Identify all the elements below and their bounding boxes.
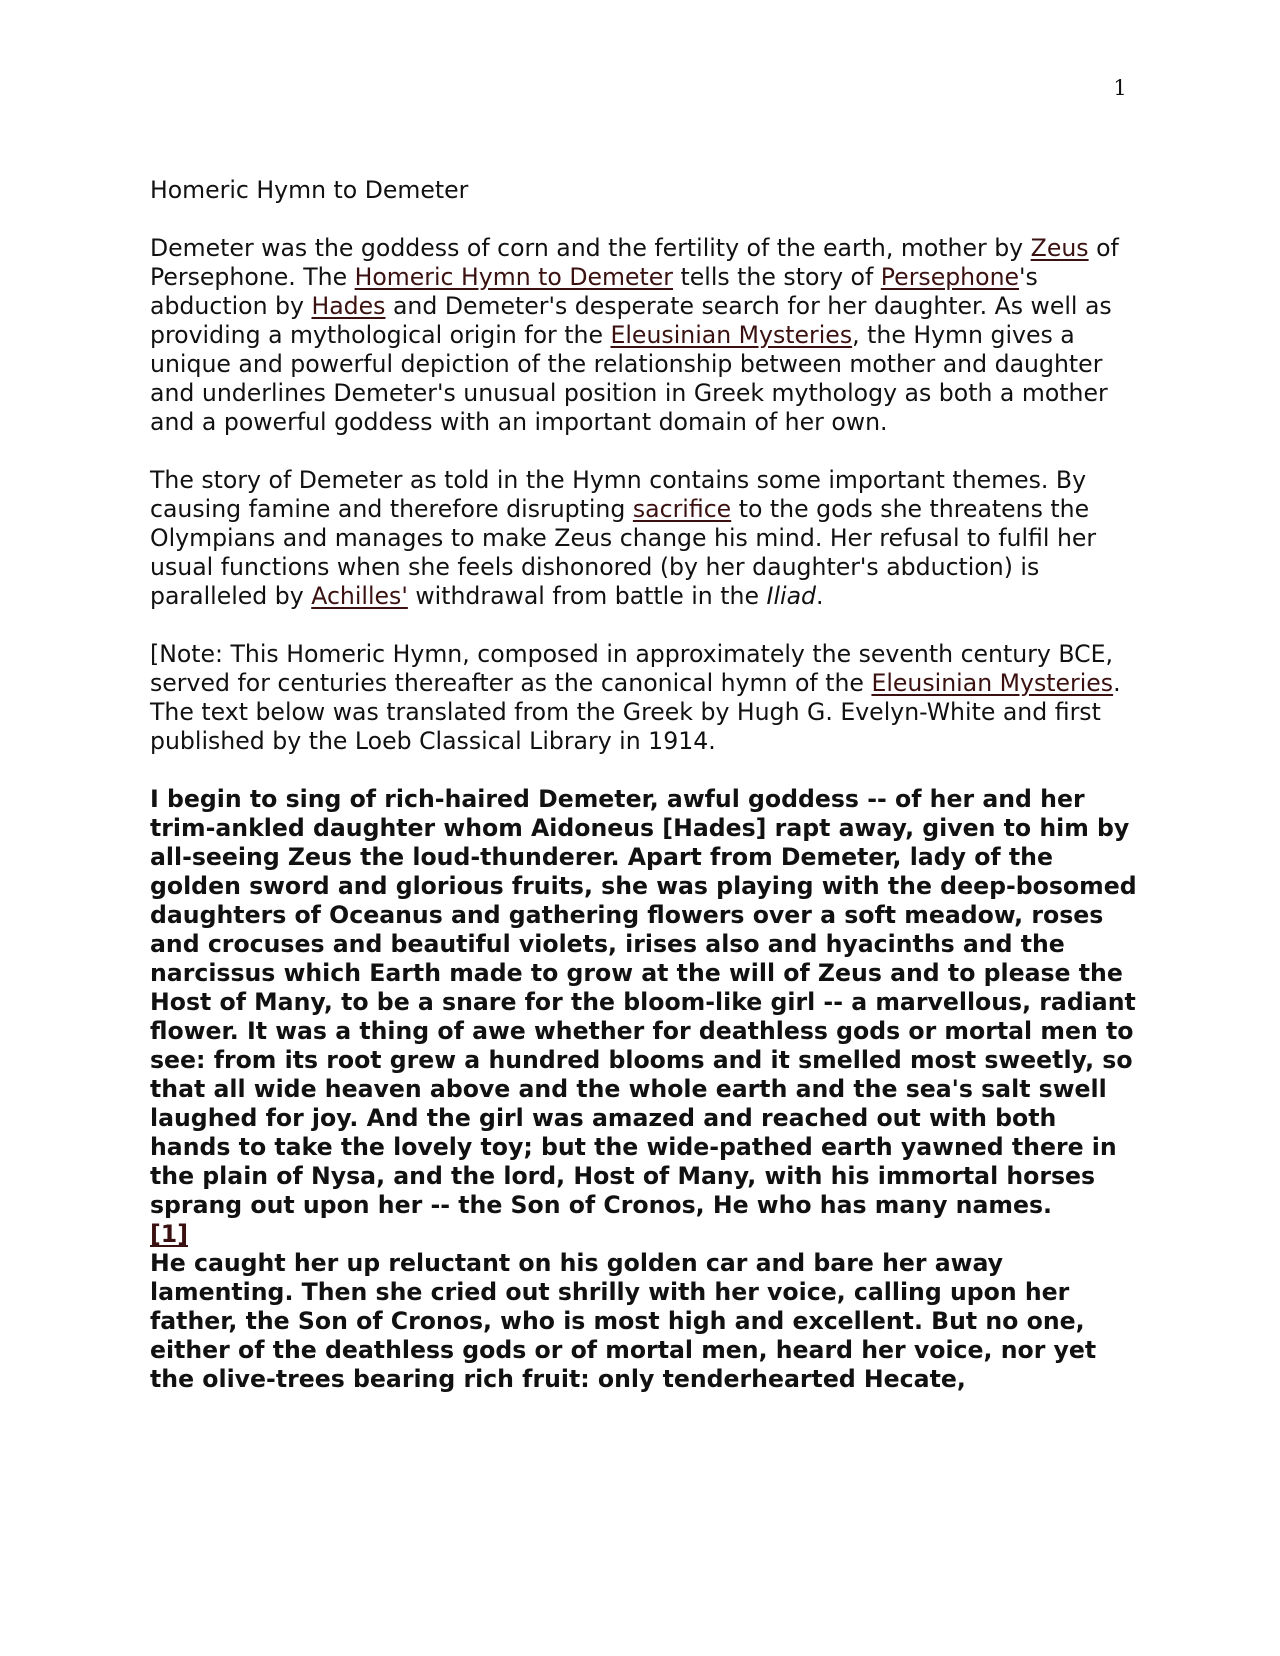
intro-text-5: and Demeter's desperate search for her daughter. As well as providing a mythological origin for the (150, 292, 1112, 349)
iliad-title: Iliad (766, 582, 817, 610)
themes-text-1: The story of Demeter as told in the Hymn contains some important themes. By causing famine and therefore disrupting (150, 466, 1087, 523)
hymn-part-1 (150, 785, 1140, 1249)
intro-text-3: tells the story of (673, 263, 881, 291)
intro-text-1: Demeter was the goddess of corn and the fertility of the earth, mother by (150, 234, 1031, 262)
link-eleusinian-mysteries[interactable]: Eleusinian Mysteries (610, 321, 853, 349)
hymn-text (150, 785, 1140, 1394)
page-number: 1 (1113, 76, 1127, 100)
note-paragraph (150, 640, 1140, 756)
themes-text-3: withdrawal from battle in the (407, 582, 767, 610)
themes-paragraph (150, 466, 1140, 611)
link-hades[interactable]: Hades (311, 292, 386, 320)
link-sacrifice[interactable]: sacrifice (632, 495, 732, 523)
document-title: Homeric Hymn to Demeter (150, 176, 469, 204)
note-text-2: . The text below was translated from the Greek by Hugh G. Evelyn-White and first published by the Loeb Classical Library in 1914. (150, 669, 1121, 755)
link-homeric-hymn[interactable]: Homeric Hymn to Demeter (354, 263, 674, 291)
intro-text-2: of Persephone. The (150, 234, 1119, 291)
footnote-link-1[interactable]: [1] (150, 1220, 188, 1248)
note-text-1: [Note: This Homeric Hymn, composed in approximately the seventh century BCE, served for centuries thereafter as the canonical hymn of the (150, 640, 1114, 697)
hymn-part-2: He caught her up reluctant on his golden car and bare her away lamenting. Then she cried out shrilly with her voice, calling upon her father, the Son of Cronos, who is most high and excellent. But no one, either of the deathless gods or of mortal men, heard her voice, nor yet the olive-trees bearing rich fruit: only tenderhearted Hecate, (150, 1249, 1097, 1393)
link-achilles[interactable]: Achilles' (311, 582, 408, 610)
link-persephone[interactable]: Persephone (880, 263, 1020, 291)
hymn-part-1-text: I begin to sing of rich-haired Demeter, awful goddess -- of her and her trim-ankled daughter whom Aidoneus [Hades] rapt away, given to him by all-seeing Zeus the loud-thunderer. Apart from Demeter, lady of the golden sword and glorious fruits, she was playing with the deep-bosomed daughters of Oceanus and gathering flowers over a soft meadow, roses and crocuses and beautiful violets, irises also and hyacinths and the narcissus which Earth made to grow at the will of Zeus and to please the Host of Many, to be a snare for the bloom-like girl -- a marvellous, radiant flower. It was a thing of awe whether for deathless gods or mortal men to see: from its root grew a hundred blooms and it smelled most sweetly, so that all wide heaven above and the whole earth and the sea's salt swell laughed for joy. And the girl was amazed and reached out with both hands to take the lovely toy; but the wide-pathed earth yawned there in the plain of Nysa, and the lord, Host of Many, with his immortal horses sprang out upon her -- the Son of Cronos, He who has many names. (150, 785, 1137, 1219)
intro-text-4: 's abduction by (150, 263, 1038, 320)
themes-text-4: . (816, 582, 824, 610)
themes-text-2: to the gods she threatens the Olympians and manages to make Zeus change his mind. Her refusal to fulfil her usual functions when she feels dishonored (by her daughter's abduction) is paralleled by (150, 495, 1097, 610)
intro-text-6: , the Hymn gives a unique and powerful depiction of the relationship between mother and daughter and underlines Demeter's unusual position in Greek mythology as both a mother and a powerful goddess with an important domain of her own. (150, 321, 1108, 436)
document-body (150, 176, 1140, 1394)
link-zeus[interactable]: Zeus (1030, 234, 1089, 262)
link-eleusinian-mysteries-note[interactable]: Eleusinian Mysteries (871, 669, 1114, 697)
intro-paragraph (150, 234, 1140, 437)
